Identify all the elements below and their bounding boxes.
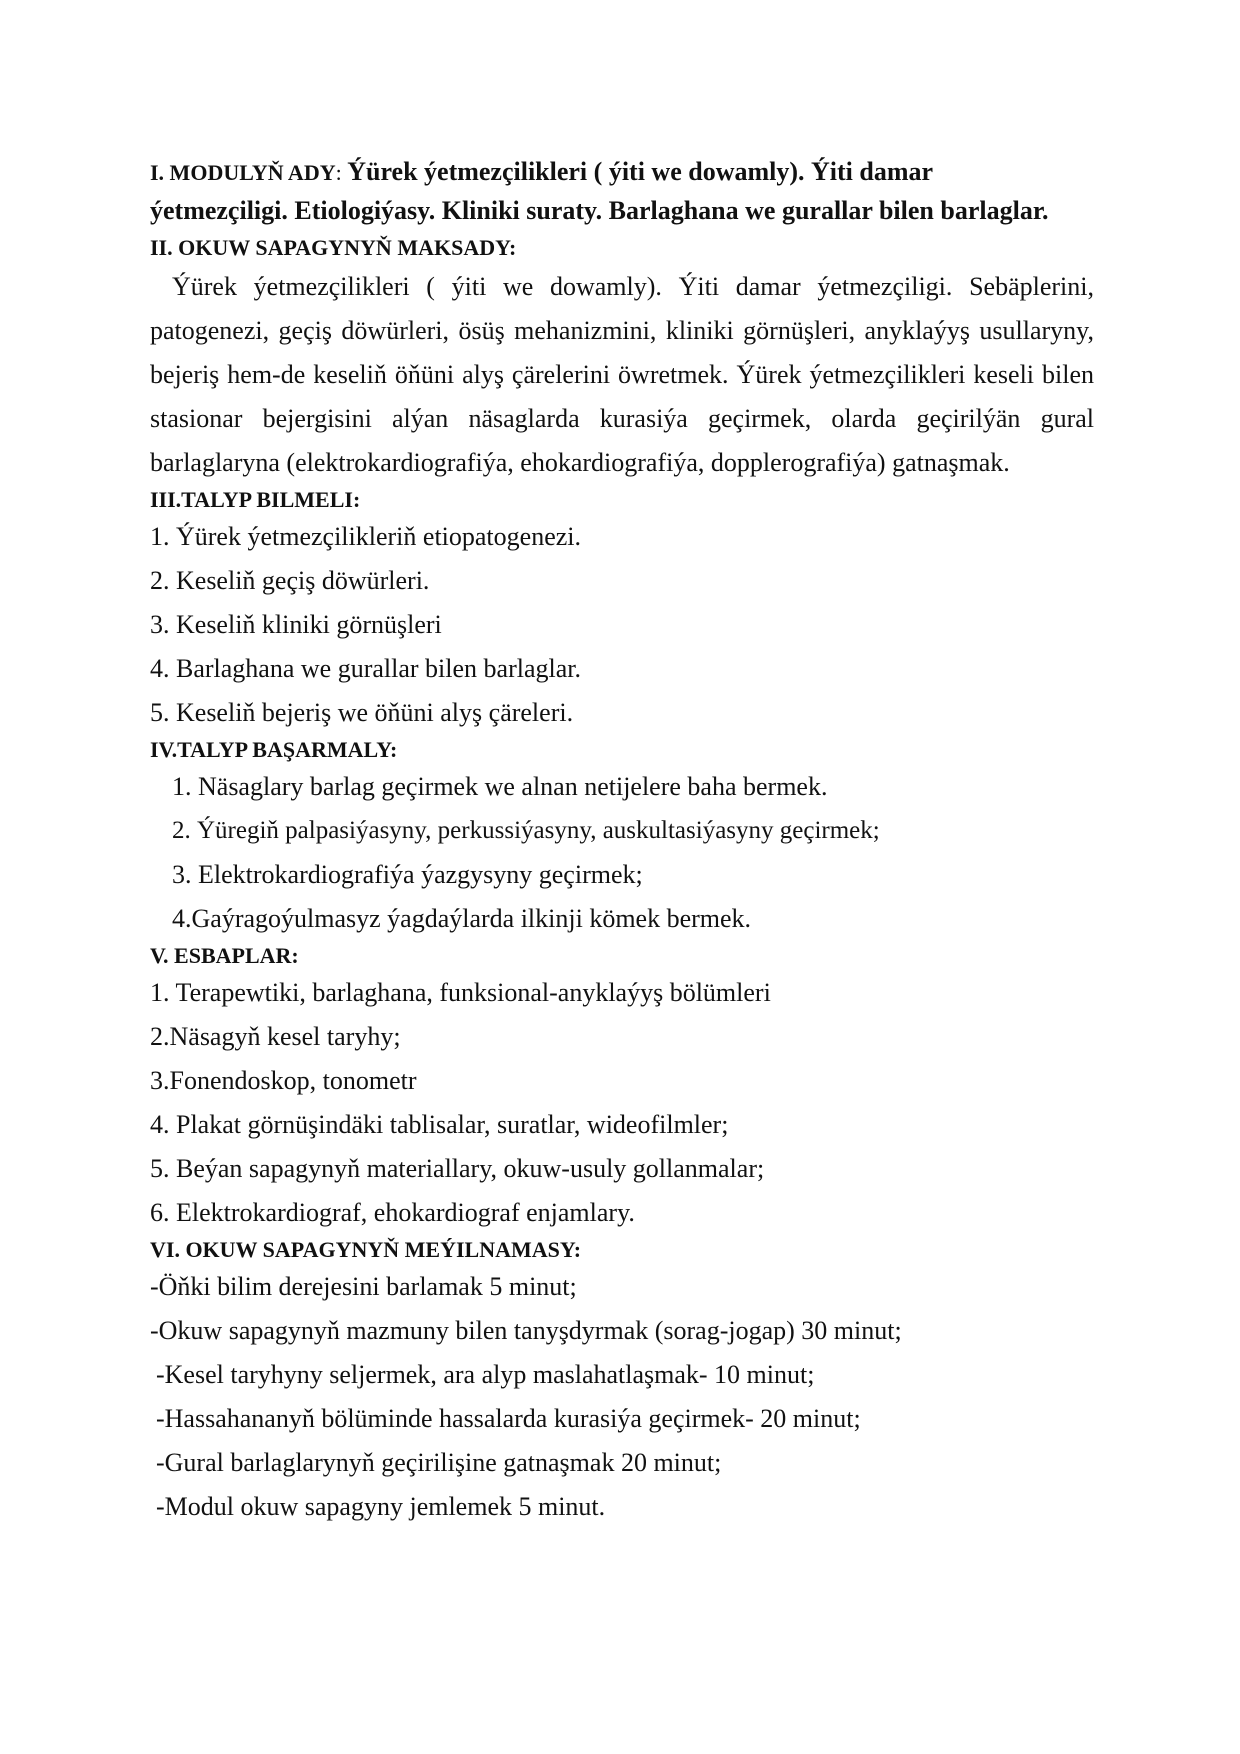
list-item: -Kesel taryhyny seljermek, ara alyp maslahatlaşmak- 10 minut; [156,1360,815,1389]
list-item: 3.Fonendoskop, tonometr [150,1066,417,1095]
list-item: 4. Plakat görnüşindäki tablisalar, suratlar, wideofilmler; [150,1110,729,1139]
list-item: 2.Näsagyň kesel taryhy; [150,1022,401,1051]
list-item: 3. Elektrokardiografiýa ýazgysyny geçirmek; [172,860,643,889]
list-item: 1. Terapewtiki, barlaghana, funksional-anyklaýyş bölümleri [150,978,771,1007]
section-3-heading: III.TALYP BILMELI: [150,487,361,512]
list-item: -Okuw sapagynyň mazmuny bilen tanyşdyrmak (sorag-jogap) 30 minut; [150,1316,902,1345]
list-item: 5. Keseliň bejeriş we öňüni alyş çäreleri. [150,698,574,727]
list-item: 5. Beýan sapagynyň materiallary, okuw-usuly gollanmalar; [150,1154,765,1183]
section-6-list [150,1265,1094,1529]
document-page [150,150,1094,1529]
module-title-text-1: Ýürek ýetmezçilikleri ( ýiti we dowamly). Ýiti damar [347,157,934,186]
section-5-list [150,971,1094,1235]
section-4-heading: IV.TALYP BAŞARMALY: [150,737,398,762]
list-item: -Modul okuw sapagyny jemlemek 5 minut. [156,1492,606,1521]
list-item: -Gural barlaglarynyň geçirilişine gatnaşmak 20 minut; [156,1448,722,1477]
section-2-heading: II. OKUW SAPAGYNYŇ MAKSADY: [150,235,517,260]
section-6-heading: VI. OKUW SAPAGYNYŇ MEÝILNAMASY: [150,1237,582,1262]
section-4-list [150,765,1094,941]
module-title-lead: I. MODULYŇ ADY [150,160,336,185]
list-item: -Hassahananyň bölüminde hassalarda kurasiýa geçirmek- 20 minut; [156,1404,861,1433]
section-5-heading: V. ESBAPLAR: [150,943,299,968]
list-item: 4. Barlaghana we gurallar bilen barlaglar. [150,654,581,683]
list-item: 2. Keseliň geçiş döwürleri. [150,566,430,595]
module-title-line-2: ýetmezçiligi. Etiologiýasy. Kliniki suraty. Barlaghana we gurallar bilen barlaglar. [150,196,1049,225]
list-item: 3. Keseliň kliniki görnüşleri [150,610,442,639]
list-item: -Öňki bilim derejesini barlamak 5 minut; [150,1272,577,1301]
list-item: 4.Gaýragoýulmasyz ýagdaýlarda ilkinji kömek bermek. [172,904,752,933]
list-item: 1. Näsaglary barlag geçirmek we alnan netijelere baha bermek. [172,772,828,801]
section-2-paragraph: Ýürek ýetmezçilikleri ( ýiti we dowamly). Ýiti damar ýetmezçiligi. Sebäplerini, patogenezi, geçiş döwürleri, ösüş mehanizmini, kliniki görnüşleri, anyklaýyş usullaryny, bejeriş hem-de keseliň öňüni alyş çärelerini öwretmek. Ýürek ýetmezçilikleri keseli bilen stasionar bejergisini alýan näsaglarda kurasiýa geçirmek, olarda geçirilýän gural barlaglaryna (elektrokardiografiýa, ehokardiografiýa, dopplerografiýa) gatnaşmak. [150,272,1094,477]
section-3-list [150,515,1094,735]
list-item: 1. Ýürek ýetmezçilikleriň etiopatogenezi. [150,522,581,551]
module-title-colon: : [335,160,348,185]
list-item: 2. Ýüregiň palpasiýasyny, perkussiýasyny, auskultasiýasyny geçirmek; [172,817,880,844]
list-item: 6. Elektrokardiograf, ehokardiograf enjamlary. [150,1198,635,1227]
